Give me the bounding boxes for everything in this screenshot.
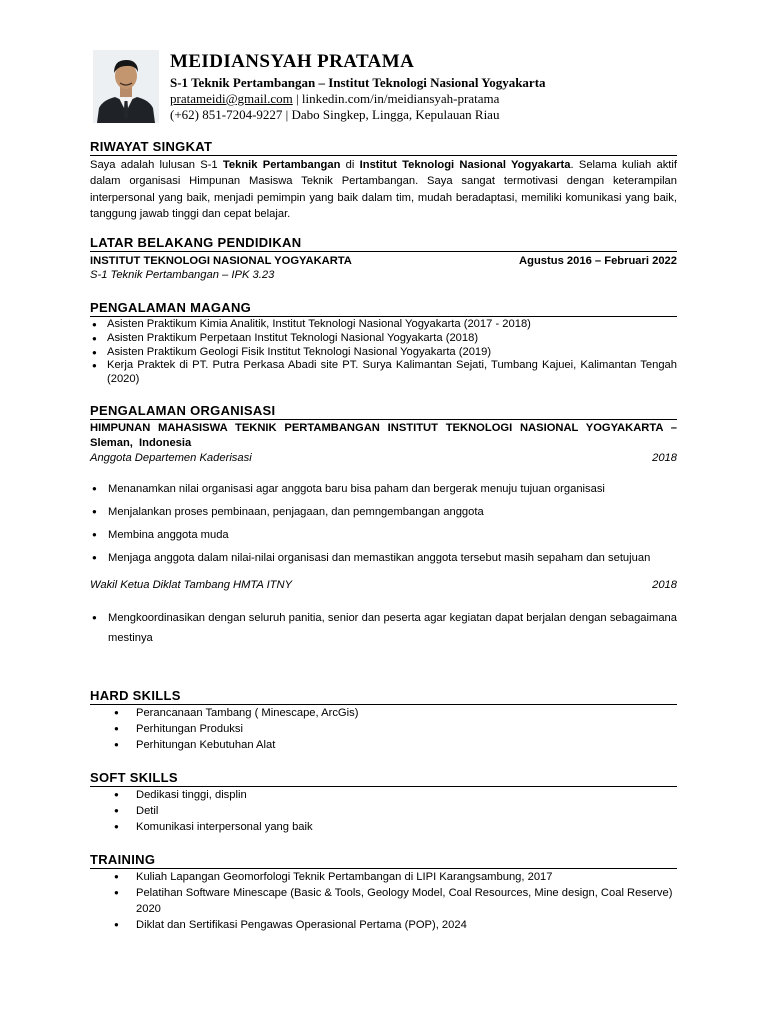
profile-photo-illustration (93, 50, 159, 123)
list-item: ● Kerja Praktek di PT. Putra Perkasa Abadi site PT. Surya Kalimantan Sejati, Tumbang Kajuei, Kalimantan Tengah (2020) (90, 359, 677, 387)
education-school: INSTITUT TEKNOLOGI NASIONAL YOGYAKARTA (90, 255, 352, 267)
internship-title: PENGALAMAN MAGANG (90, 300, 677, 317)
role-2-year: 2018 (652, 579, 677, 591)
list-item: ● Asisten Praktikum Perpetaan Institut Teknologi Nasional Yogyakarta (2018) (90, 332, 677, 346)
role-1-tasks (90, 479, 677, 568)
list-item: ● Perancanaan Tambang ( Minescape, ArcGis) (90, 705, 677, 721)
soft-skills-title: SOFT SKILLS (90, 770, 677, 787)
training-list (90, 869, 677, 933)
candidate-name: MEIDIANSYAH PRATAMA (170, 51, 415, 72)
education-row (90, 254, 677, 268)
summary-section (90, 139, 677, 222)
training-section (90, 852, 677, 933)
hard-skills-title: HARD SKILLS (90, 688, 677, 705)
list-item: ● Dedikasi tinggi, displin (90, 787, 677, 803)
linkedin-link[interactable]: linkedin.com/in/meidiansyah-pratama (301, 91, 500, 106)
degree-line: S-1 Teknik Pertambangan – Institut Teknologi Nasional Yogyakarta (170, 75, 546, 90)
contact-line-1 (170, 91, 690, 107)
hard-skills-list (90, 705, 677, 753)
email-link[interactable]: pratameidi@gmail.com (170, 91, 293, 106)
soft-skills-section (90, 770, 677, 835)
contact-separator: | (292, 91, 302, 106)
header (170, 50, 690, 123)
contact-line-2: (+62) 851-7204-9227 | Dabo Singkep, Lingga, Kepulauan Riau (170, 107, 500, 122)
training-title: TRAINING (90, 852, 677, 869)
summary-title: RIWAYAT SINGKAT (90, 139, 677, 156)
summary-text-2: di (340, 159, 360, 171)
role-2-tasks (90, 608, 677, 648)
organization-title: PENGALAMAN ORGANISASI (90, 403, 677, 420)
summary-text (90, 157, 677, 222)
role-row-1 (90, 451, 677, 465)
summary-text-3: . Selama kuliah aktif dalam organisasi Himpunan Masiswa Teknik Pertambangan. Saya sangat termotivasi dengan keterampilan interpersonal yang baik, menjadi pemimpin yang baik dalam tim, mudah beradaptasi, memiliki komunikasi yang baik, tanggung jawab tinggi dan cepat belajar. (90, 159, 677, 220)
list-item: ● Komunikasi interpersonal yang baik (90, 819, 677, 835)
list-item: ● Membina anggota muda (90, 525, 677, 545)
education-major: S-1 Teknik Pertambangan – IPK 3.23 (90, 269, 275, 281)
list-item: ● Detil (90, 803, 677, 819)
list-item: ● Pelatihan Software Minescape (Basic & Tools, Geology Model, Coal Resources, Mine design, Coal Reserve) 2020 (90, 885, 677, 917)
role-1-year: 2018 (652, 452, 677, 464)
summary-bold-institute: Institut Teknologi Nasional Yogyakarta (359, 159, 571, 171)
role-2-title: Wakil Ketua Diklat Tambang HMTA ITNY (90, 579, 293, 591)
education-period: Agustus 2016 – Februari 2022 (519, 255, 677, 267)
summary-bold-major: Teknik Pertambangan (222, 159, 341, 171)
list-item: ● Diklat dan Sertifikasi Pengawas Operasional Pertama (POP), 2024 (90, 917, 677, 933)
role-1-title: Anggota Departemen Kaderisasi (90, 452, 252, 464)
organization-name: HIMPUNAN MAHASISWA TEKNIK PERTAMBANGAN INSTITUT TEKNOLOGI NASIONAL YOGYAKARTA – Sleman, Indonesia (90, 422, 677, 449)
list-item: ● Asisten Praktikum Kimia Analitik, Institut Teknologi Nasional Yogyakarta (2017 - 2018) (90, 318, 677, 332)
soft-skills-list (90, 787, 677, 835)
profile-photo (93, 50, 159, 123)
internship-section (90, 300, 677, 387)
list-item: ● Menanamkan nilai organisasi agar anggota baru bisa paham dan bergerak menuju tujuan organisasi (90, 479, 677, 499)
hard-skills-section (90, 688, 677, 753)
list-item: ● Menjaga anggota dalam nilai-nilai organisasi dan memastikan anggota tersebut masih sepaham dan setujuan (90, 548, 677, 568)
list-item: ● Menjalankan proses pembinaan, penjagaan, dan pemngembangan anggota (90, 502, 677, 522)
list-item: ● Kuliah Lapangan Geomorfologi Teknik Pertambangan di LIPI Karangsambung, 2017 (90, 869, 677, 885)
education-section (90, 235, 677, 282)
organization-section (90, 403, 677, 651)
internship-list (90, 318, 677, 387)
list-item: ● Asisten Praktikum Geologi Fisik Institut Teknologi Nasional Yogyakarta (2019) (90, 346, 677, 360)
education-title: LATAR BELAKANG PENDIDIKAN (90, 235, 677, 252)
list-item: ● Perhitungan Kebutuhan Alat (90, 737, 677, 753)
list-item: ● Mengkoordinasikan dengan seluruh panitia, senior dan peserta agar kegiatan dapat berjalan dengan sebagaimana mestinya (90, 608, 677, 648)
list-item: ● Perhitungan Produksi (90, 721, 677, 737)
summary-text-1: Saya adalah lulusan S-1 (90, 159, 223, 171)
role-row-2 (90, 578, 677, 592)
